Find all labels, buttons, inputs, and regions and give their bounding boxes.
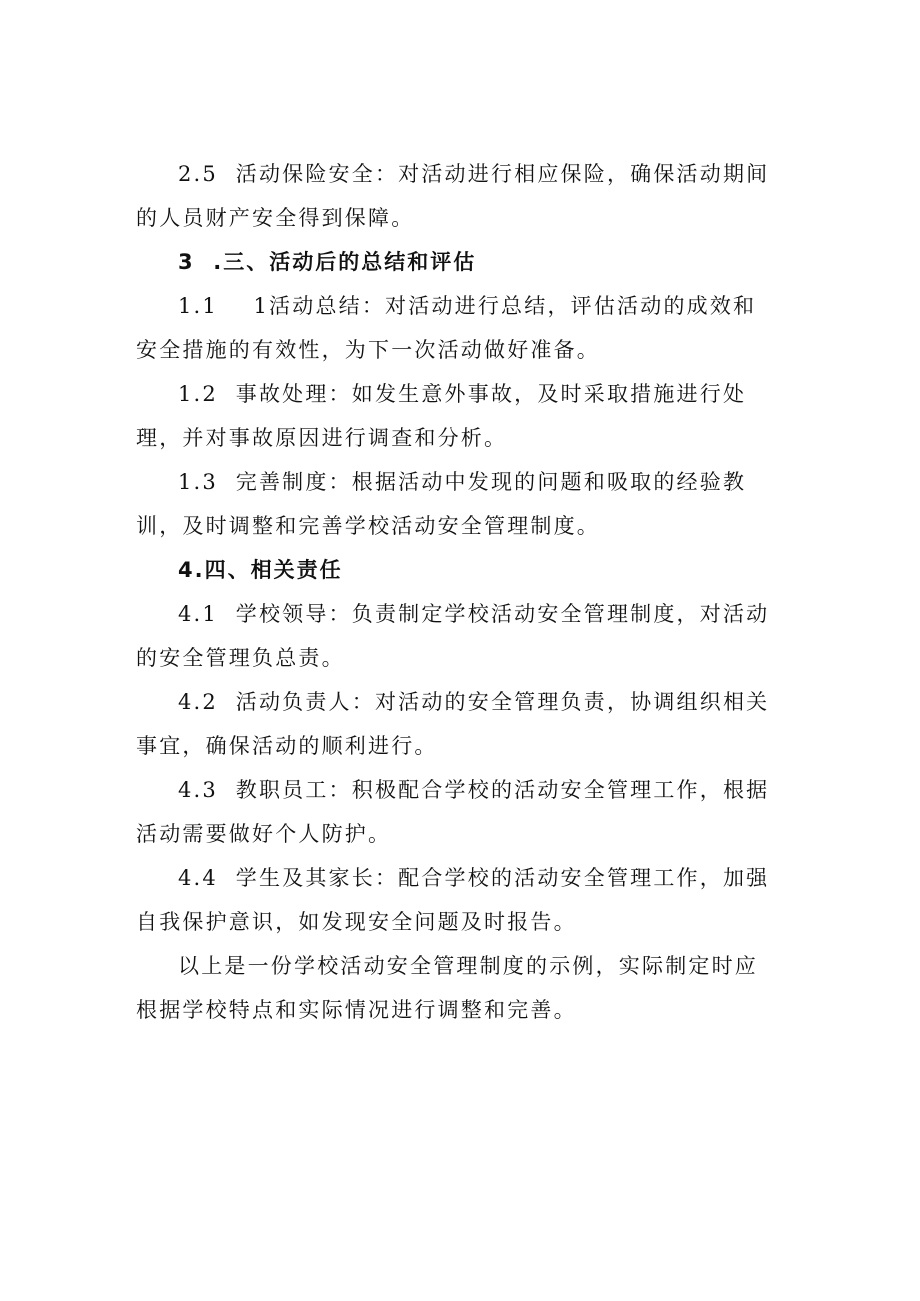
- paragraph-1-1-summary: 1.1 1活动总结：对活动进行总结，评估活动的成效和安全措施的有效性，为下一次活动做好准备。: [136, 294, 757, 362]
- paragraph-4-4-students: 4.4 学生及其家长：配合学校的活动安全管理工作，加强自我保护意识，如发现安全问题及时报告。: [136, 866, 770, 934]
- paragraph-4-2-organizer: 4.2 活动负责人：对活动的安全管理负责，协调组织相关事宜，确保活动的顺利进行。: [136, 690, 770, 758]
- section-heading-4-responsibility: 4.四、相关责任: [178, 558, 343, 582]
- paragraph-conclusion: 以上是一份学校活动安全管理制度的示例，实际制定时应根据学校特点和实际情况进行调整和完善。: [136, 954, 758, 1022]
- document-body: [136, 152, 776, 1032]
- paragraph-1-3-improve: 1.3 完善制度：根据活动中发现的问题和吸取的经验教训，及时调整和完善学校活动安全管理制度。: [136, 470, 747, 538]
- section-heading-3-summary: 3 .三、活动后的总结和评估: [178, 250, 477, 274]
- paragraph-4-3-staff: 4.3 教职员工：积极配合学校的活动安全管理工作，根据活动需要做好个人防护。: [136, 778, 770, 846]
- paragraph-4-1-leaders: 4.1 学校领导：负责制定学校活动安全管理制度，对活动的安全管理负总责。: [136, 602, 770, 670]
- paragraph-1-2-accident: 1.2 事故处理：如发生意外事故，及时采取措施进行处理，并对事故原因进行调查和分析。: [136, 382, 747, 450]
- paragraph-2-5-insurance: 2.5 活动保险安全：对活动进行相应保险，确保活动期间的人员财产安全得到保障。: [136, 162, 770, 230]
